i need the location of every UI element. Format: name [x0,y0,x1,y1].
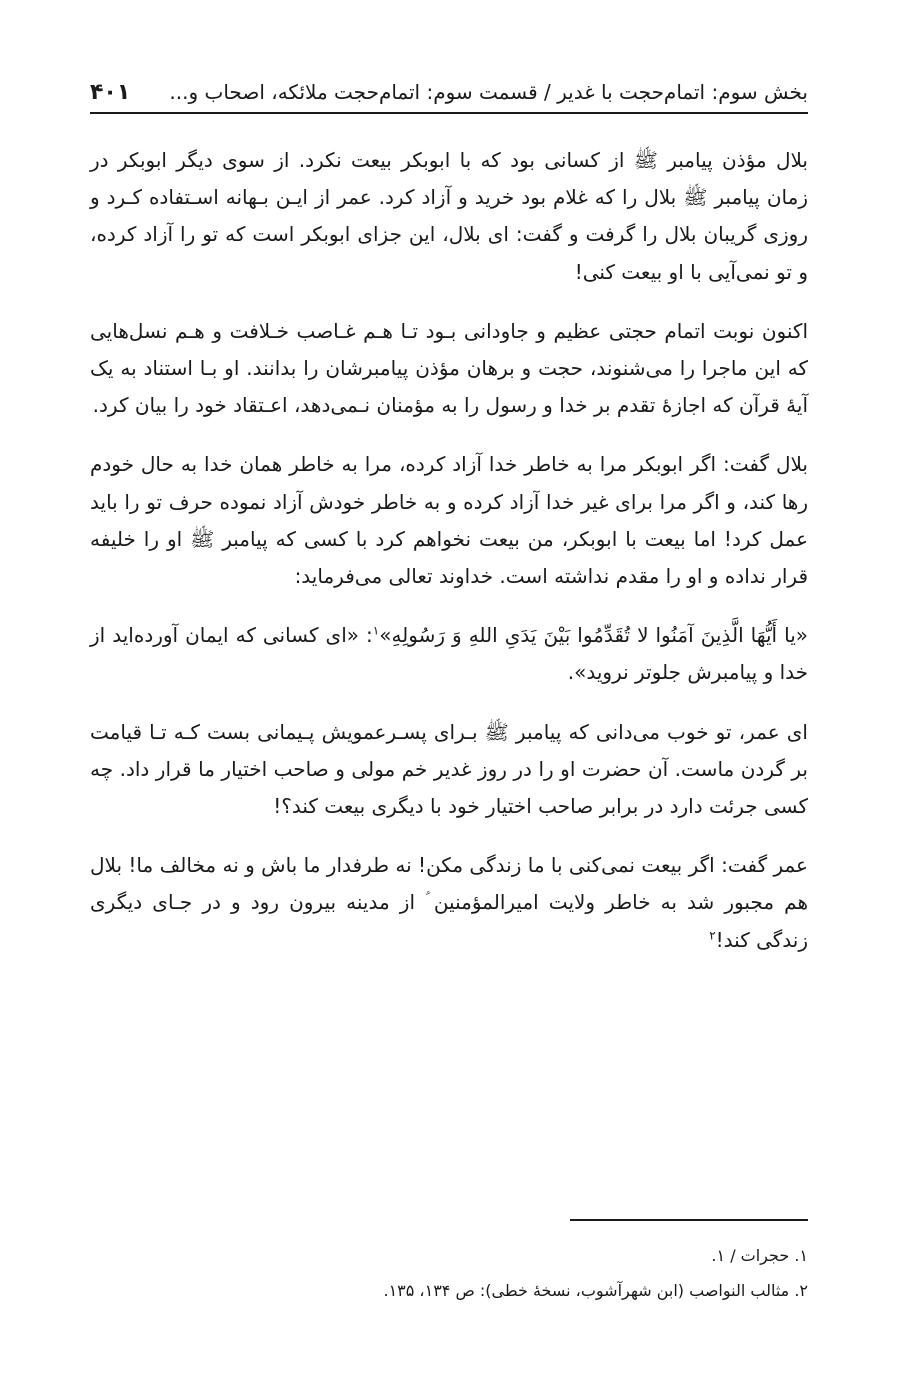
paragraph-text: عمر گفت: اگر بیعت نمی‌کنی با ما زندگی مکن! نه طرفدار ما باش و نه مخالف ما! بلال هم مجبور شد به خاطر ولایت امیرالمؤمنین ؑ از مدینه بیرون رود و در جـای دیگری زندگی کند! [90,853,808,952]
running-title: بخش سوم: اتمام‌حجت با غدیر / قسمت سوم: اتمام‌حجت ملائکه، اصحاب و... [169,80,808,104]
paragraph: بلال گفت: اگر ابوبکر مرا به خاطر خدا آزاد کرده، مرا به خاطر همان خدا به حال خودم رها کند، و اگر مرا برای غیر خدا آزاد کرده و به خاطر خودش آزاد نموده حرف تو را باید عمل کرد! اما بیعت با ابوبکر، من بیعت نخواهم کرد با کسی که پیامبر ﷺ او را خلیفه قرار نداده و او را مقدم نداشته است. خداوند تعالی می‌فرماید: [90,452,808,589]
footnote-divider [570,1219,808,1221]
quran-verse: «یا أَیُّهَا الَّذِینَ آمَنُوا لا تُقَدِّمُوا بَیْنَ یَدَیِ اللهِ وَ رَسُولِهِ» [379,623,808,648]
page-number: ۴۰۱ [90,79,131,105]
paragraph: اکنون نوبت اتمام حجتی عظیم و جاودانی بـود تـا هـم غـاصب خـلافت و هـم نسل‌هایی که این ماجرا را می‌شنوند، حجت و برهان مؤذن پیامبرشان را بدانند. او بـا استناد به یک آیهٔ قرآن که اجازهٔ تقدم بر خدا و رسول را به مؤمنان نـمی‌دهد، اعـتقاد خود را بیان کرد. [90,318,808,418]
last-paragraph [90,847,808,959]
footnote: ۱. حجرات / ۱. [711,1246,808,1265]
paragraph: بلال مؤذن پیامبر ﷺ از کسانی بود که با ابوبکر بیعت نکرد. از سوی دیگر ابوبکر در زمان پیامبر ﷺ بلال را که غلام بود خرید و آزاد کرد. عمر از ایـن بـهانه اسـتفاده کـرد و روزی گریبان بلال را گرفت و گفت: ای بلال، این جزای ابوبکر است که تو را آزاد کرده، و تو نمی‌آیی با او بیعت کنی! [90,148,808,284]
footnote-marker: ۱ [372,623,380,638]
paragraph: ای عمر، تو خوب می‌دانی که پیامبر ﷺ بـرای پسـرعمویش پـیمانی بست کـه تـا قیامت بر گردن ماست. آن حضرت او را در روز غدیر خم مولی و صاحب اختیار ما قرار داد. چه کسی جرئت دارد در برابر صاحب اختیار خود با دیگری بیعت کند؟! [90,719,808,819]
page-header [90,72,808,114]
footnote: ۲. مثالب النواصب (ابن شهرآشوب، نسخهٔ خطی): ص ۱۳۴، ۱۳۵. [383,1281,808,1300]
main-text [90,142,808,981]
footnotes [90,1238,808,1308]
footnote-marker: ۲ [709,928,716,942]
quran-quote-paragraph [90,617,808,691]
verse-translation: : «ای کسانی که ایمان آورده‌اید از خدا و پیامبرش جلوتر نروید». [90,623,808,685]
